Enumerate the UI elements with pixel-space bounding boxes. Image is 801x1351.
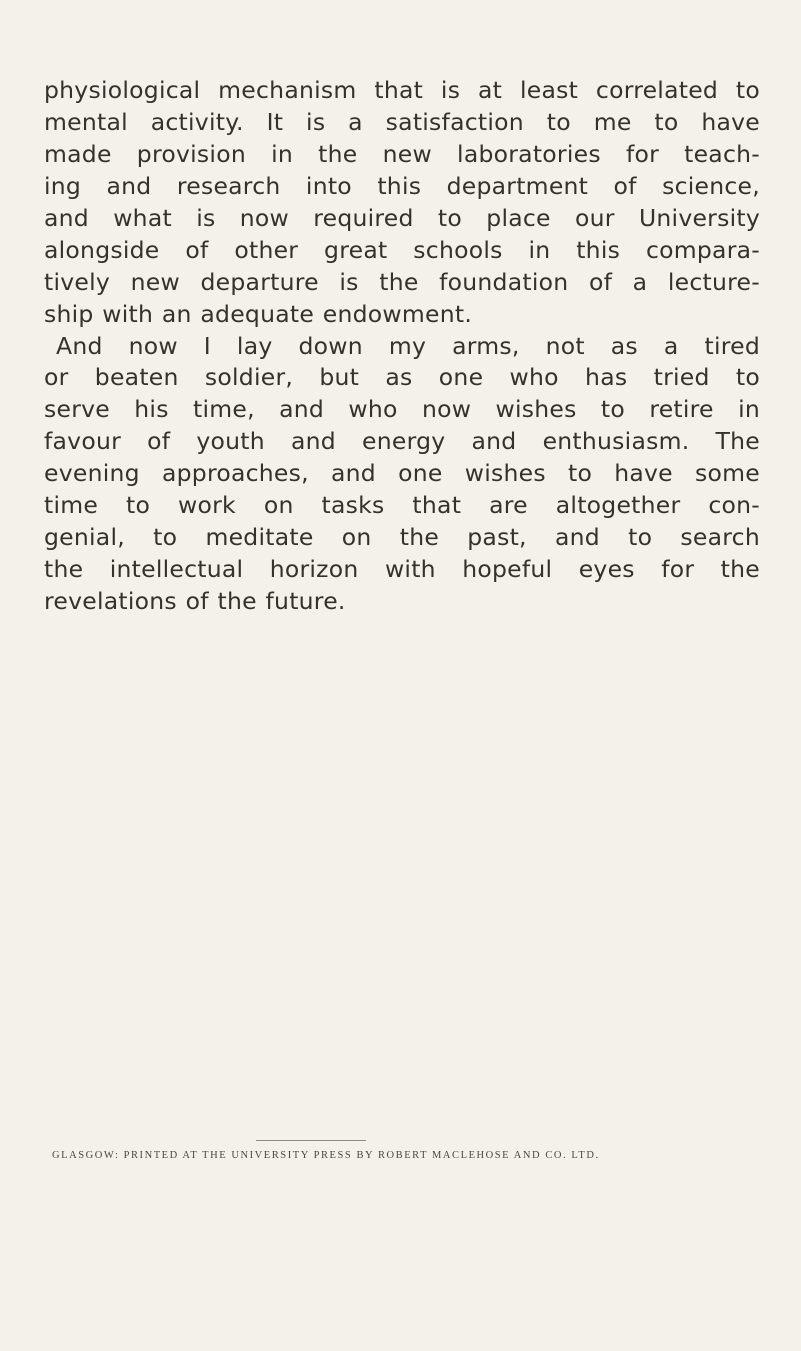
- text-line: tively new departure is the foundation of a lecture-: [44, 267, 760, 296]
- text-line: mental activity. It is a satisfaction to me to have: [44, 107, 760, 136]
- text-line: evening approaches, and one wishes to have some: [44, 459, 760, 488]
- printer-colophon: GLASGOW: PRINTED AT THE UNIVERSITY PRESS BY ROBERT MACLEHOSE AND CO. LTD.: [52, 1150, 600, 1161]
- text-line: favour of youth and energy and enthusiasm. The: [44, 427, 760, 456]
- text-line: alongside of other great schools in this compara-: [44, 235, 760, 264]
- text-line: or beaten soldier, but as one who has tried to: [44, 363, 760, 392]
- text-line: serve his time, and who now wishes to retire in: [44, 395, 760, 424]
- text-line: time to work on tasks that are altogether con-: [44, 491, 760, 520]
- text-line: the intellectual horizon with hopeful eyes for the: [44, 555, 760, 584]
- text-line: And now I lay down my arms, not as a tired: [56, 331, 760, 360]
- page-body-text: [44, 75, 760, 618]
- text-line: ing and research into this department of science,: [44, 171, 760, 200]
- text-line: genial, to meditate on the past, and to search: [44, 523, 760, 552]
- text-line: and what is now required to place our University: [44, 203, 760, 232]
- colophon-rule: [256, 1140, 366, 1141]
- text-line: ship with an adequate endowment.: [44, 299, 473, 328]
- text-line: revelations of the future.: [44, 587, 346, 615]
- text-line: physiological mechanism that is at least correlated to: [44, 76, 760, 104]
- text-line: made provision in the new laboratories for teach-: [44, 139, 760, 168]
